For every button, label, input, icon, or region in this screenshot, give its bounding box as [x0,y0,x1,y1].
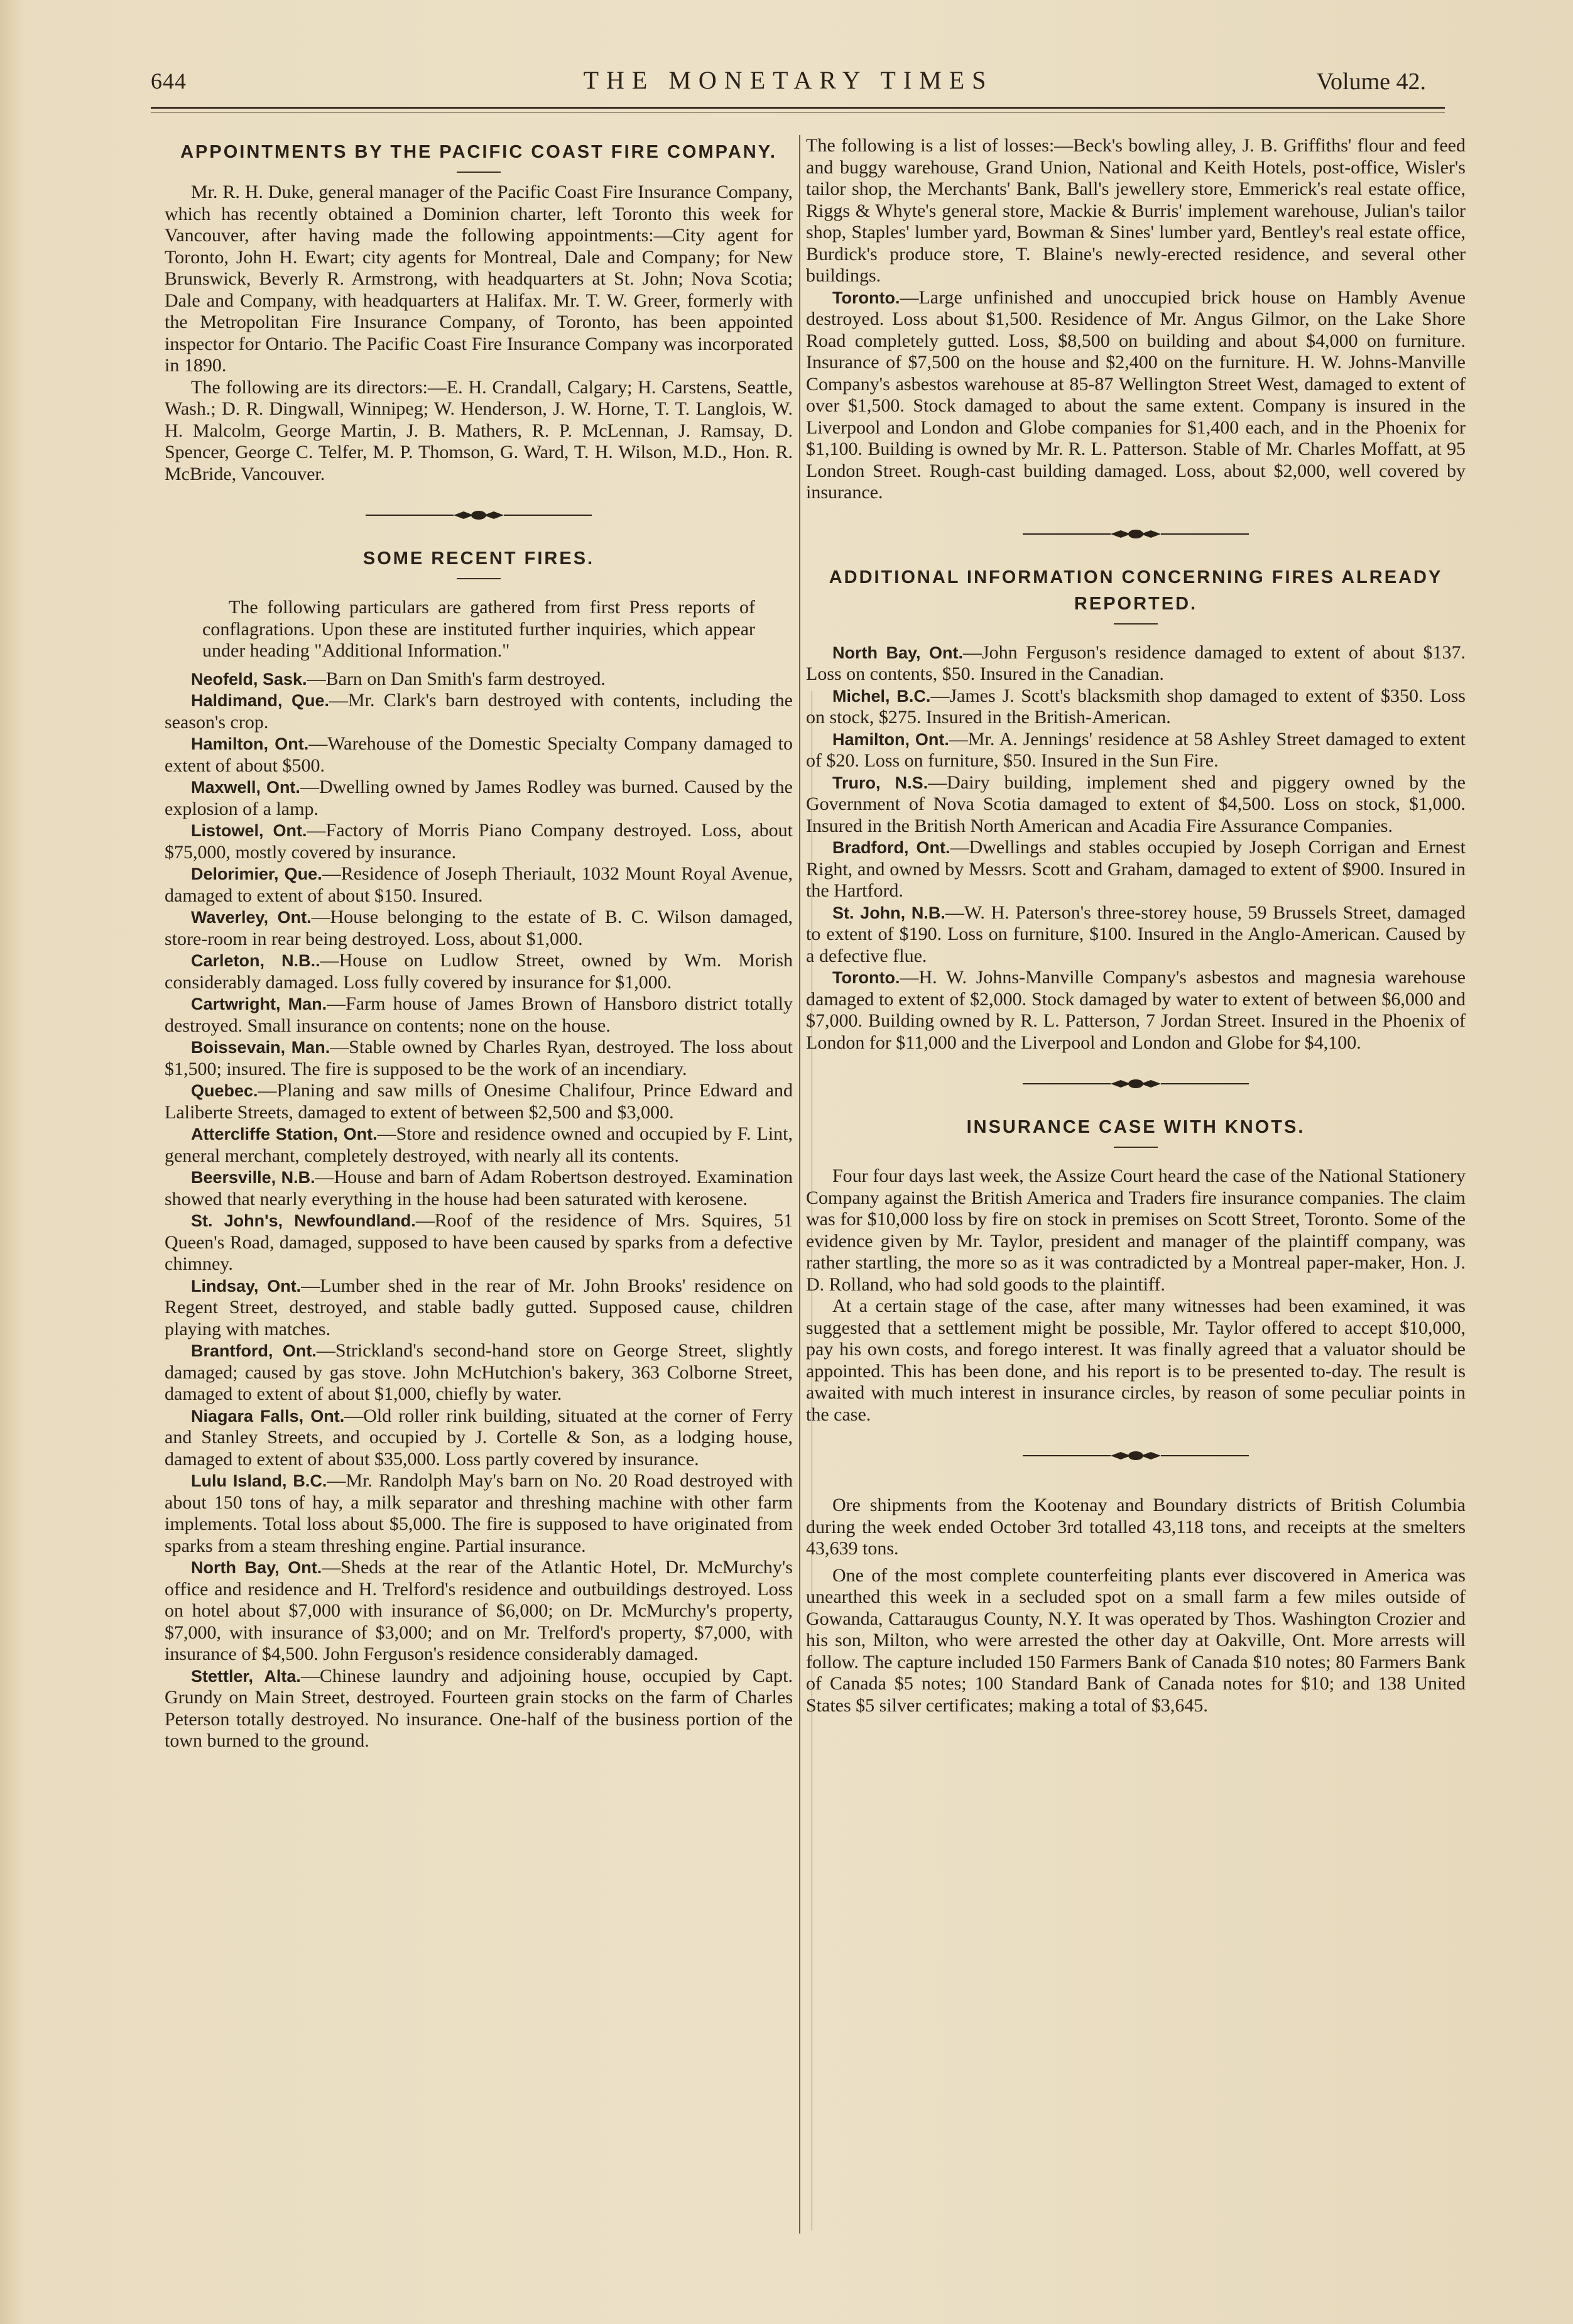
heading-rule [457,578,501,579]
appointments-paragraph-1: Mr. R. H. Duke, general manager of the Pacific Coast Fire Insurance Company, which has recently obtained a Dominion charter, left Toronto this week for Vancouver, after having made the following appointments:—City agent for Toronto, John H. Ewart; city agents for Montreal, Dale and Company; for New Brunswick, Beverly R. Armstrong, with headquarters at St. John; Nova Scotia; Dale and Company, with headquarters at Halifax. Mr. T. W. Greer, formerly with the Metropolitan Fire Insurance Company, of Toronto, has been appointed inspector for Ontario. The Pacific Coast Fire Insurance Company was incorporated in 1890. [165,182,793,376]
fire-entry-text: —W. H. Paterson's three-storey house, 59 Brussels Street, damaged to extent of $190. Loss on furniture, $100. Insured in the Anglo-American. Caused by a defective flue. [806,902,1466,966]
fire-entry [165,777,793,820]
fire-entry-place: Beersville, N.B. [191,1168,315,1187]
fire-entry [165,668,793,690]
heading-rule [457,172,501,173]
volume-label: Volume 42. [1316,68,1426,95]
fire-entry-place: Bradford, Ont. [832,838,950,857]
fire-entry-place: Listowel, Ont. [191,821,307,840]
ore-shipments-paragraph: Ore shipments from the Kootenay and Boundary districts of British Columbia during the week ended October 3rd totalled 43,118 tons, and receipts at the smelters 43,639 tons. [806,1495,1466,1559]
fire-entry-text: —Large unfinished and unoccupied brick house on Hambly Avenue destroyed. Loss about $1,500. Residence of Mr. Angus Gilmor, on the Lake Shore Road completely gutted. Loss, $8,500 on building and about $4,000 on furniture. Insurance of $7,500 on the house and $2,400 on the furniture. H. W. Johns-Manville Company's asbestos warehouse at 85-87 Wellington Street West, damaged to extent of over $1,500. Stock damaged to about the same extent. Company is insured in the Liverpool and London and Globe companies for $1,400 each, and in the Phoenix for $1,100. Building is owned by Mr. R. L. Patterson. Stable of Mr. Charles Moffatt, at 95 London Street. Rough-cast building damaged. Loss, about $2,000, well covered by insurance. [806,286,1466,503]
ornament-divider [1023,1076,1249,1091]
fire-entry [806,967,1466,1054]
fire-entry-place: Haldimand, Que. [191,691,329,710]
fire-entry-place: St. John's, Newfoundland. [191,1211,416,1230]
fire-entry-text: —James J. Scott's blacksmith shop damaged to extent of $350. Loss on stock, $275. Insured in the British-American. [806,685,1466,728]
fire-entry [165,863,793,907]
fire-entry-place: Cartwright, Man. [191,995,327,1013]
fire-entry-place: Quebec. [191,1081,258,1100]
fire-entry [165,820,793,863]
fire-entry [165,993,793,1037]
fire-entry-place: Stettler, Alta. [191,1666,301,1686]
fire-entry-text: —Dairy building, implement shed and piggery owned by the Government of Nova Scotia damaged to extent of $4,500. Loss on stock, $1,000. Insured in the British North American and Acadia Fire Assurance Companies. [806,772,1466,836]
fire-entry [165,950,793,993]
additional-info-list [806,642,1466,1054]
fire-entry [165,1666,793,1752]
fire-entry-text: —Planing and saw mills of Onesime Chalifour, Prince Edward and Laliberte Streets, damaged to extent of between $2,500 and $3,000. [165,1080,793,1123]
fire-entry-place: Lulu Island, B.C. [191,1471,327,1490]
fire-entry-place: Hamilton, Ont. [191,734,309,753]
fire-entry [806,685,1466,729]
appointments-paragraph-2: The following are its directors:—E. H. Crandall, Calgary; H. Carstens, Seattle, Wash.; D. R. Dingwall, Winnipeg; W. Henderson, J. W. Horne, T. T. Langlois, W. H. Malcolm, George Martin, J. B. Mathers, R. P. McLennan, J. Ramsay, D. Spencer, George C. Telfer, M. P. Thomson, G. Ward, T. H. Wilson, M.D., Hon. R. McBride, Vancouver. [165,376,793,484]
fire-entry-place: Toronto. [832,288,900,307]
page-header [151,63,1426,101]
fire-entry-place: Delorimier, Que. [191,865,322,883]
left-column [165,135,793,1752]
ornament-divider [1023,526,1249,542]
fire-entry [165,907,793,950]
fire-entry-place: Lindsay, Ont. [191,1276,302,1296]
fire-entry-text: —Mr. Randolph May's barn on No. 20 Road destroyed with about 150 tons of hay, a milk separator and threshing machine with other farm implements. Total loss about $5,000. The fire is supposed to have originated from sparks from a steam threshing engine. Partial insurance. [165,1470,793,1556]
fire-entry-text: —Roof of the residence of Mrs. Squires, 51 Queen's Road, damaged, supposed to have been caused by sparks from a defective chimney. [165,1210,793,1274]
fire-entry [165,1405,793,1471]
fire-entry-text: —Sheds at the rear of the Atlantic Hotel, Dr. McMurchy's office and residence and H. Trelford's residence and outbuildings destroyed. Loss on hotel about $7,000 with insurance of $6,000; on Dr. McMurchy's property, $7,000, with insurance of $3,000; and on Mr. Trelford's property, $7,000, with insurance of $4,500. John Ferguson's residence considerably damaged. [165,1557,793,1664]
fire-entry [806,729,1466,772]
fire-entry-text: —Stable owned by Charles Ryan, destroyed. The loss about $1,500; insured. The fire is supposed to be the work of an incendiary. [165,1037,793,1079]
recent-fires-list [165,668,793,1752]
heading-rule [1114,623,1158,625]
fire-entry-text: —Store and residence owned and occupied by F. Lint, general merchant, completely destroyed, with nearly all its contents. [165,1123,793,1166]
fire-entry [165,1557,793,1666]
fire-entry-place: Hamilton, Ont. [832,729,949,749]
fire-entry-place: Neofeld, Sask. [191,669,307,689]
fire-entry [806,642,1466,685]
fire-entry-text: —Dwelling owned by James Rodley was burned. Caused by the explosion of a lamp. [165,777,793,819]
fire-entry [165,690,793,733]
header-rule [151,107,1445,109]
heading-rule [1114,1147,1158,1148]
fire-entry-text: —Barn on Dan Smith's farm destroyed. [307,668,606,689]
fire-entry-place: Niagara Falls, Ont. [191,1406,345,1426]
fire-entry-place: Boissevain, Man. [191,1038,330,1057]
fire-entry [165,1470,793,1557]
counterfeiting-paragraph: One of the most complete counterfeiting plants ever discovered in America was unearthed this week in a secluded spot on a small farm a few miles outside of Gowanda, Cattaraugus County, N.Y. It was operated by Thos. Washington Crozier and his son, Milton, who were arrested the other day at Oakville, Ont. More arrests will follow. The capture included 150 Farmers Bank of Canada $10 notes; 80 Farmers Bank of Canada $5 notes; 100 Standard Bank of Canada notes for $10; and 138 United States $5 silver certificates; making a total of $3,645. [806,1564,1466,1716]
fire-entry [165,1167,793,1210]
fire-entry-text: —Strickland's second-hand store on George Street, slightly damaged; caused by gas stove. John McHutchion's bakery, 363 Colborne Street, damaged to extent of about $1,000, chiefly by water. [165,1340,793,1404]
appointments-heading: APPOINTMENTS BY THE PACIFIC COAST FIRE COMPANY. [180,142,777,162]
ornament-divider [366,508,592,523]
fire-entry-place: Toronto. [832,968,900,987]
fire-entry-text: —House belonging to the estate of B. C. Wilson damaged, store-room in rear being destroyed. Loss, about $1,000. [165,907,793,949]
fire-entry [165,733,793,777]
fire-entry-place: St. John, N.B. [832,903,945,922]
ornament-divider [1023,1448,1249,1463]
fire-entry [165,1037,793,1080]
fire-entry-place: Truro, N.S. [832,773,928,792]
fire-entry [806,772,1466,837]
recent-fires-intro: The following particulars are gathered from first Press reports of conflagrations. Upon these are instituted further inquiries, which appear under heading "Additional Information." [202,597,755,661]
recent-fires-heading: SOME RECENT FIRES. [362,548,595,569]
fire-entry-text: —Factory of Morris Piano Company destroyed. Loss, about $75,000, mostly covered by insurance. [165,820,793,863]
insurance-case-paragraph-2: At a certain stage of the case, after many witnesses had been examined, it was suggested that a settlement might be possible, Mr. Taylor offered to accept $10,000, pay his own costs, and forego interest. It was finally agreed that a valuator should be appointed. This has been done, and his report is to be presented to-day. The result is awaited with much interest in insurance circles, by reason of some peculiar points in the case. [806,1296,1466,1425]
fire-entry [165,1340,793,1405]
column-divider [799,135,800,2234]
fire-entry [806,837,1466,902]
fire-entry-place: Carleton, N.B.. [191,951,320,970]
page-number: 644 [151,68,187,94]
fire-entry-text: —Chinese laundry and adjoining house, occupied by Capt. Grundy on Main Street, destroyed. Fourteen grain stocks on the farm of Charles Peterson totally destroyed. No insurance. One-half of the business portion of the town burned to the ground. [165,1665,793,1751]
fire-entry-place: North Bay, Ont. [191,1558,322,1577]
fire-entry-text: —Dwellings and stables occupied by Joseph Corrigan and Ernest Right, and owned by Messrs. Scott and Graham, damaged to extent of $900. Insured in the Hartford. [806,837,1466,901]
fire-entry-text: —Lumber shed in the rear of Mr. John Brooks' residence on Regent Street, destroyed, and stable badly gutted. Supposed cause, children playing with matches. [165,1275,793,1339]
fire-entry [165,1210,793,1275]
fire-entry [806,287,1466,504]
fire-entry-text: —Warehouse of the Domestic Specialty Company damaged to extent of about $500. [165,733,793,776]
fire-entry-text: —Old roller rink building, situated at the corner of Ferry and Stanley Streets, and occupied by J. Cortelle & Son, as a lodging house, damaged to extent of about $35,000. Loss partly covered by insurance. [165,1405,793,1470]
fire-entry-text: —John Ferguson's residence damaged to extent of about $137. Loss on contents, $50. Insured in the Canadian. [806,641,1466,684]
additional-info-heading: ADDITIONAL INFORMATION CONCERNING FIRES ALREADY REPORTED. [829,567,1443,614]
fire-entry-text: —H. W. Johns-Manville Company's asbestos and magnesia warehouse damaged to extent of $2,000. Stock damaged by water to extent of between $6,000 and $7,000. Building owned by R. L. Patterson, 7 Jordan Street. Insured in the Phoenix of London for $11,000 and the Liverpool and London and Globe for $4,100. [806,967,1466,1053]
fire-entry-place: Michel, B.C. [832,686,931,706]
fire-entry-place: Brantford, Ont. [191,1341,317,1360]
fire-entry-text: —Farm house of James Brown of Hansboro district totally destroyed. Small insurance on contents; none on the house. [165,993,793,1036]
publication-title: THE MONETARY TIMES [583,66,994,94]
right-column [806,135,1466,1716]
fire-entry-text: —Mr. Clark's barn destroyed with contents, including the season's crop. [165,690,793,733]
fire-entry-text: —House on Ludlow Street, owned by Wm. Morish considerably damaged. Loss fully covered by insurance for $1,000. [165,950,793,993]
fire-entry [165,1123,793,1167]
fire-entry-place: Maxwell, Ont. [191,778,300,797]
fire-entry-place: Waverley, Ont. [191,908,312,927]
fire-entry-place: North Bay, Ont. [832,643,963,662]
fire-entry-place: Attercliffe Station, Ont. [191,1125,378,1143]
fire-entry-text: —Mr. A. Jennings' residence at 58 Ashley Street damaged to extent of $20. Loss on furniture, $50. Insured in the Sun Fire. [806,728,1466,771]
fire-entry-text: —House and barn of Adam Robertson destroyed. Examination showed that nearly everything in the house had been saturated with kerosene. [165,1167,793,1209]
fire-entry [806,902,1466,968]
insurance-case-heading: INSURANCE CASE WITH KNOTS. [966,1117,1305,1137]
insurance-case-paragraph-1: Four four days last week, the Assize Court heard the case of the National Stationery Company against the British America and Traders fire insurance companies. The claim was for $10,000 loss by fire on stock in premises on Scott Street, Toronto. Some of the evidence given by Mr. Taylor, president and manager of the plaintiff company, was rather startling, the more so as it was contradicted by a Montreal paper-maker, Hon. J. D. Rolland, who had sold goods to the plaintiff. [806,1165,1466,1295]
fire-entry-text: —Residence of Joseph Theriault, 1032 Mount Royal Avenue, damaged to extent of about $150. Insured. [165,863,793,906]
losses-list-paragraph: The following is a list of losses:—Beck's bowling alley, J. B. Griffiths' flour and feed and buggy warehouse, Grand Union, National and Keith Hotels, post-office, Wisler's tailor shop, the Merchants' Bank, Ball's jewellery store, Emmerick's real estate office, Riggs & Whyte's general store, Mackie & Burris' implement warehouse, Julian's tailor shop, Staples' lumber yard, Bowman & Sines' lumber yard, Bentley's real estate office, Burdick's produce store, T. Blaine's newly-erected residence, and several other buildings. [806,135,1466,286]
fire-entry [165,1080,793,1123]
fire-entry [165,1275,793,1341]
